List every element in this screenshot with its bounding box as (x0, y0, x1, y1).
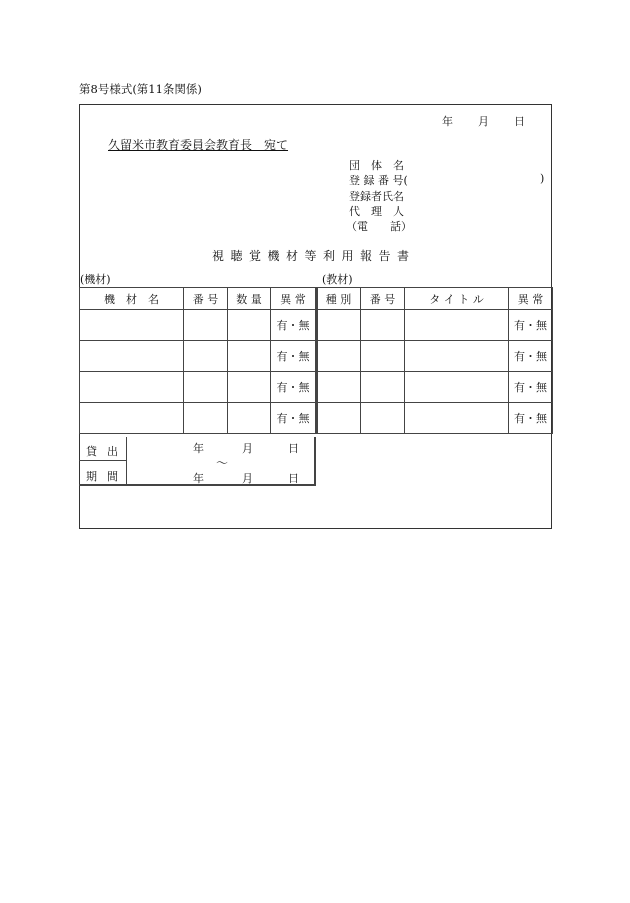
materials-type-cell[interactable] (317, 372, 361, 403)
equipment-abnormal-cell[interactable]: 有・無 (271, 403, 317, 434)
date-year-label: 年 (442, 115, 453, 128)
table-row (80, 372, 317, 403)
materials-abnormal-cell[interactable]: 有・無 (509, 403, 553, 434)
addressee: 久留米市教育委員会教育長 宛て (108, 138, 289, 152)
report-title: 視聴覚機材等利用報告書 (212, 249, 416, 263)
equipment-quantity-cell[interactable] (228, 310, 271, 341)
materials-title-cell[interactable] (405, 403, 509, 434)
loan-from-month: 月 (242, 442, 253, 455)
table-row (317, 310, 553, 341)
materials-title-cell[interactable] (405, 310, 509, 341)
materials-abnormal-cell[interactable]: 有・無 (509, 341, 553, 372)
table-row (80, 403, 317, 434)
equipment-abnormal-cell[interactable]: 有・無 (271, 310, 317, 341)
registrant-name-label: 登録者氏名 (349, 190, 404, 203)
group-name-label: 団 体 名 (349, 159, 404, 172)
table-row (317, 403, 553, 434)
materials-header-abnormal: 異 常 (509, 288, 553, 310)
table-row (80, 341, 317, 372)
equipment-header-number: 番 号 (184, 288, 228, 310)
form-number: 第8号様式(第11条関係) (79, 82, 202, 96)
loan-from-year: 年 (193, 442, 204, 455)
equipment-header-quantity: 数 量 (228, 288, 271, 310)
materials-number-cell[interactable] (361, 372, 405, 403)
loan-to-year: 年 (193, 472, 204, 485)
equipment-name-cell[interactable] (80, 341, 184, 372)
section-materials-label: (教材) (322, 273, 353, 286)
equipment-number-cell[interactable] (184, 403, 228, 434)
equipment-header-name: 機 材 名 (80, 288, 184, 310)
materials-abnormal-cell[interactable]: 有・無 (509, 310, 553, 341)
materials-title-cell[interactable] (405, 341, 509, 372)
equipment-name-cell[interactable] (80, 310, 184, 341)
materials-type-cell[interactable] (317, 403, 361, 434)
materials-header-type: 種 別 (317, 288, 361, 310)
equipment-abnormal-cell[interactable]: 有・無 (271, 341, 317, 372)
loan-period-box (79, 437, 316, 486)
equipment-name-cell[interactable] (80, 403, 184, 434)
materials-number-cell[interactable] (361, 403, 405, 434)
materials-number-cell[interactable] (361, 341, 405, 372)
phone-label: （電 話） (346, 220, 412, 233)
loan-to-month: 月 (242, 472, 253, 485)
loan-from-day: 日 (288, 442, 299, 455)
equipment-number-cell[interactable] (184, 372, 228, 403)
equipment-number-cell[interactable] (184, 310, 228, 341)
materials-title-cell[interactable] (405, 372, 509, 403)
loan-period-label-1: 貸出 (86, 445, 128, 458)
materials-type-cell[interactable] (317, 310, 361, 341)
materials-header-row (317, 288, 553, 310)
materials-header-title: タ イ ト ル (405, 288, 509, 310)
equipment-header-row (80, 288, 317, 310)
materials-type-cell[interactable] (317, 341, 361, 372)
loan-label-divider (79, 460, 126, 461)
materials-header-number: 番 号 (361, 288, 405, 310)
table-row (317, 341, 553, 372)
equipment-abnormal-cell[interactable]: 有・無 (271, 372, 317, 403)
section-equipment-label: (機材) (80, 273, 111, 286)
materials-abnormal-cell[interactable]: 有・無 (509, 372, 553, 403)
equipment-quantity-cell[interactable] (228, 372, 271, 403)
agent-label: 代 理 人 (349, 205, 404, 218)
materials-number-cell[interactable] (361, 310, 405, 341)
date-day-label: 日 (514, 115, 525, 128)
loan-period-label-2: 期間 (86, 470, 128, 483)
table-row (80, 310, 317, 341)
table-row (317, 372, 553, 403)
loan-period-separator: ～ (216, 456, 229, 470)
equipment-table (79, 287, 318, 434)
loan-to-day: 日 (288, 472, 299, 485)
registration-number-close: ) (540, 172, 545, 185)
equipment-name-cell[interactable] (80, 372, 184, 403)
equipment-header-abnormal: 異 常 (271, 288, 317, 310)
equipment-quantity-cell[interactable] (228, 341, 271, 372)
materials-table (316, 287, 553, 434)
equipment-quantity-cell[interactable] (228, 403, 271, 434)
registration-number-label: 登 録 番 号( (349, 174, 408, 187)
date-month-label: 月 (478, 115, 489, 128)
equipment-number-cell[interactable] (184, 341, 228, 372)
